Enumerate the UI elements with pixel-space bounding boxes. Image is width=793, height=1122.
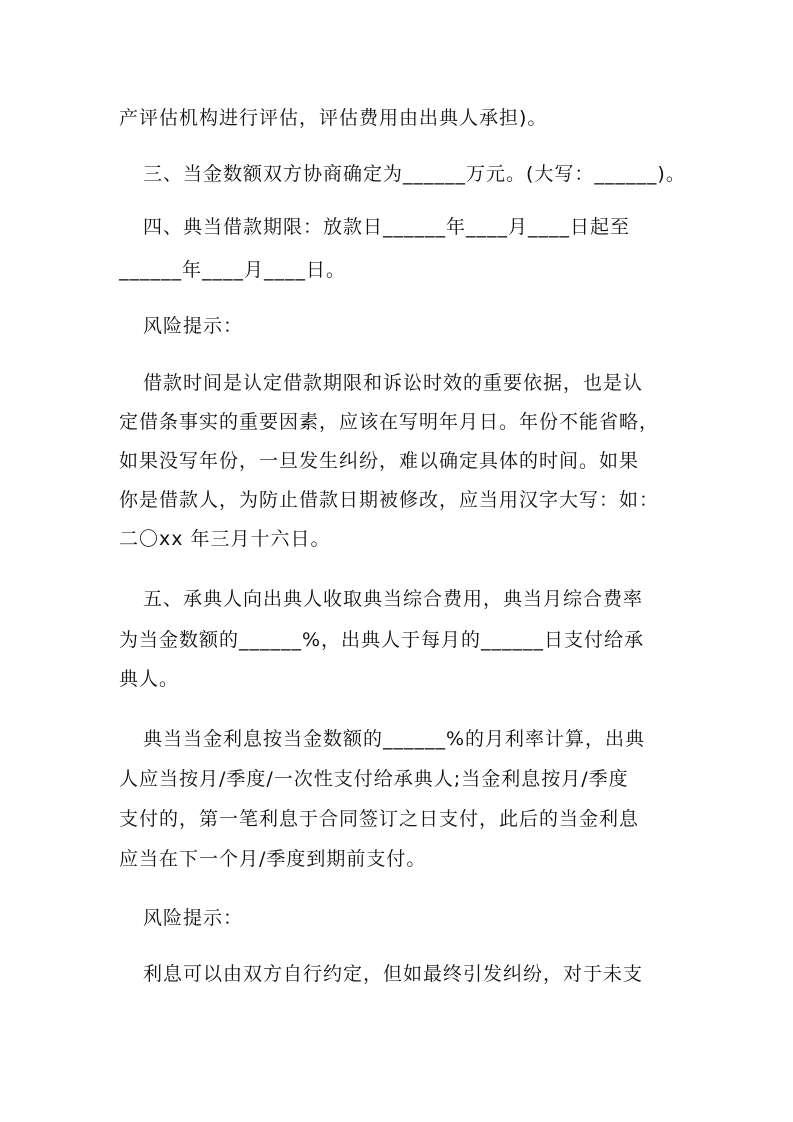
clause-five-line-3: 典人。 (119, 668, 180, 690)
risk-tip-heading: 风险提示： (143, 315, 244, 337)
interest-risk-line-1: 利息可以由双方自行约定，但如最终引发纠纷，对于未支 (143, 963, 644, 985)
risk-tip-line-2: 定借条事实的重要因素，应该在写明年月日。年份不能省略， (119, 411, 660, 433)
risk-tip-line-3: 如果没写年份，一旦发生纠纷，难以确定具体的时间。如果 (119, 450, 640, 472)
interest-line-2: 人应当按月/季度/一次性支付给承典人;当金利息按月/季度 (119, 768, 629, 790)
risk-tip-line-5: 二〇xx 年三月十六日。 (119, 528, 331, 550)
risk-tip-line-4: 你是借款人，为防止借款日期被修改，应当用汉字大写：如： (119, 489, 660, 511)
clause-five-line-2: 为当金数额的______%，出典人于每月的______日支付给承 (119, 629, 645, 651)
text-line: 产评估机构进行评估，评估费用由出典人承担)。 (119, 107, 548, 129)
clause-five-line-1: 五、承典人向出典人收取典当综合费用，典当月综合费率 (143, 588, 644, 610)
risk-tip-line-1: 借款时间是认定借款期限和诉讼时效的重要依据，也是认 (143, 372, 644, 394)
interest-line-3: 支付的，第一笔利息于合同签订之日支付，此后的当金利息 (119, 808, 640, 830)
interest-line-1: 典当当金利息按当金数额的______%的月利率计算，出典 (143, 728, 646, 750)
clause-four-line-1: 四、典当借款期限：放款日______年____月____日起至 (143, 216, 631, 238)
clause-four-line-2: ______年____月____日。 (119, 259, 347, 281)
clause-three: 三、当金数额双方协商确定为______万元。(大写：______)。 (143, 163, 686, 185)
interest-line-4: 应当在下一个月/季度到期前支付。 (119, 848, 427, 870)
risk-tip-heading-2: 风险提示： (143, 907, 244, 929)
